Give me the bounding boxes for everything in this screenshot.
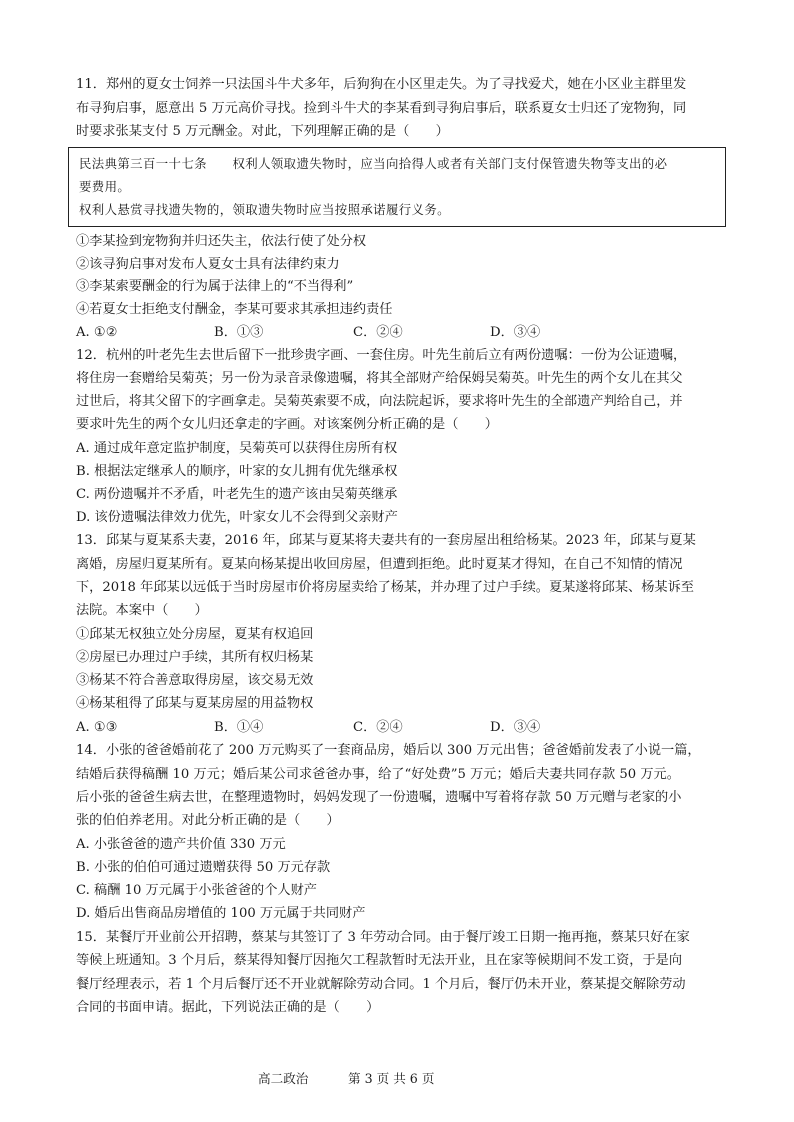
q13-options	[76, 718, 636, 738]
law-line-1: 民法典第三百一十七条 权利人领取遗失物时，应当向拾得人或者有关部门支付保管遗失物等支出的必	[79, 156, 668, 171]
q14-choice-b: B. 小张的伯伯可通过遗赠获得 50 万元存款	[76, 860, 331, 875]
q11-option-b: B．①③	[214, 325, 264, 340]
page-footer	[0, 1069, 794, 1089]
q11-option-c: C．②④	[353, 325, 403, 340]
q11-item-1: ①李某捡到宠物狗并归还失主，依法行使了处分权	[76, 234, 367, 249]
q14-stem-line-2: 结婚后获得稿酬 10 万元；婚后某公司求爸爸办事，给了“好处费”5 万元；婚后夫妻共同存款 50 万元。	[76, 767, 680, 782]
q11-options	[76, 323, 636, 343]
q13-option-b: B．①④	[214, 720, 264, 735]
q13-item-4: ④杨某租得了邱某与夏某房屋的用益物权	[76, 696, 314, 711]
q13-stem-line-3: 下，2018 年邱某以远低于当时房屋市价将房屋卖给了杨某，并办理了过户手续。夏某遂将邱某、杨某诉至	[76, 580, 694, 595]
q14-choice-d: D. 婚后出售商品房增值的 100 万元属于共同财产	[76, 906, 366, 921]
law-line-3: 权利人悬赏寻找遗失物的，领取遗失物时应当按照承诺履行义务。	[79, 202, 450, 217]
q14-stem-line-4: 张的伯伯养老用。对此分析正确的是（ ）	[76, 813, 340, 828]
q13-option-a: A. ①③	[76, 720, 118, 735]
footer-subject: 高二政治	[258, 1071, 309, 1086]
q12-choice-a: A. 通过成年意定监护制度，吴菊英可以获得住房所有权	[76, 441, 398, 456]
q12-choice-d: D. 该份遗嘱法律效力优先，叶家女儿不会得到父亲财产	[76, 510, 398, 525]
q13-item-1: ①邱某无权独立处分房屋，夏某有权追回	[76, 627, 314, 642]
q13-item-2: ②房屋已办理过户手续，其所有权归杨某	[76, 650, 314, 665]
q12-choice-b: B. 根据法定继承人的顺序，叶家的女儿拥有优先继承权	[76, 464, 398, 479]
q11-item-4: ④若夏女士拒绝支付酬金，李某可要求其承担违约责任	[76, 302, 393, 317]
q14-choice-a: A. 小张爸爸的遗产共价值 330 万元	[76, 837, 286, 852]
q11-stem-line-3: 时要求张某支付 5 万元酬金。对此，下列理解正确的是（ ）	[76, 124, 449, 139]
civil-code-excerpt-box	[68, 147, 726, 227]
q13-option-d: D．③④	[490, 720, 541, 735]
q11-option-d: D．③④	[490, 325, 541, 340]
law-line-2: 要费用。	[79, 179, 131, 194]
q13-stem-line-1: 13．邱某与夏某系夫妻，2016 年，邱某与夏某将夫妻共有的一套房屋出租给杨某。2023 年，邱某与夏某	[76, 533, 696, 548]
footer-page-number: 第 3 页 共 6 页	[348, 1071, 435, 1086]
q11-item-3: ③李某索要酬金的行为属于法律上的“不当得利”	[76, 279, 354, 294]
q13-stem-line-4: 法院。本案中（ ）	[76, 603, 208, 618]
q11-stem-line-2: 布寻狗启事，愿意出 5 万元高价寻找。捡到斗牛犬的李某看到寻狗启事后，联系夏女士归还了宠物狗，同	[76, 101, 687, 116]
q12-stem-line-4: 要求叶先生的两个女儿归还拿走的字画。对该案例分析正确的是（ ）	[76, 417, 498, 432]
q11-item-2: ②该寻狗启事对发布人夏女士具有法律约束力	[76, 257, 340, 272]
q14-stem-line-1: 14．小张的爸爸婚前花了 200 万元购买了一套商品房，婚后以 300 万元出售；爸爸婚前发表了小说一篇，	[76, 743, 701, 758]
q13-item-3: ③杨某不符合善意取得房屋，该交易无效	[76, 673, 314, 688]
q12-stem-line-1: 12．杭州的叶老先生去世后留下一批珍贵字画、一套住房。叶先生前后立有两份遗嘱：一份为公证遗嘱，	[76, 348, 687, 363]
q11-option-a: A. ①②	[76, 325, 118, 340]
q13-stem-line-2: 离婚，房屋归夏某所有。夏某向杨某提出收回房屋，但遭到拒绝。此时夏某才得知，在自己不知情的情况	[76, 557, 683, 572]
q12-choice-c: C. 两份遗嘱并不矛盾，叶老先生的遗产该由吴菊英继承	[76, 487, 398, 502]
q11-stem-line-1: 11．郑州的夏女士饲养一只法国斗牛犬多年，后狗狗在小区里走失。为了寻找爱犬，她在小区业主群里发	[76, 77, 687, 92]
q12-stem-line-3: 过世后，将其父留下的字画拿走。吴菊英索要不成，向法院起诉，要求将叶先生的全部遗产判给自己，并	[76, 394, 683, 409]
q13-option-c: C．②④	[353, 720, 403, 735]
q12-stem-line-2: 将住房一套赠给吴菊英；另一份为录音录像遗嘱，将其全部财产给保姆吴菊英。叶先生的两个女儿在其父	[76, 371, 683, 386]
q15-stem-line-3: 餐厅经理表示，若 1 个月后餐厅还不开业就解除劳动合同。1 个月后，餐厅仍未开业，蔡某提交解除劳动	[76, 977, 686, 992]
q14-choice-c: C. 稿酬 10 万元属于小张爸爸的个人财产	[76, 883, 317, 898]
q15-stem-line-4: 合同的书面申请。据此，下列说法正确的是（ ）	[76, 1000, 380, 1015]
q14-stem-line-3: 后小张的爸爸生病去世，在整理遗物时，妈妈发现了一份遗嘱，遗嘱中写着将存款 50 万元赠与老家的小	[76, 790, 682, 805]
q15-stem-line-2: 等候上班通知。3 个月后，蔡某得知餐厅因拖欠工程款暂时无法开业，且在家等候期间不发工资，于是向	[76, 953, 683, 968]
q15-stem-line-1: 15．某餐厅开业前公开招聘，蔡某与其签订了 3 年劳动合同。由于餐厅竣工日期一拖再拖，蔡某只好在家	[76, 930, 690, 945]
